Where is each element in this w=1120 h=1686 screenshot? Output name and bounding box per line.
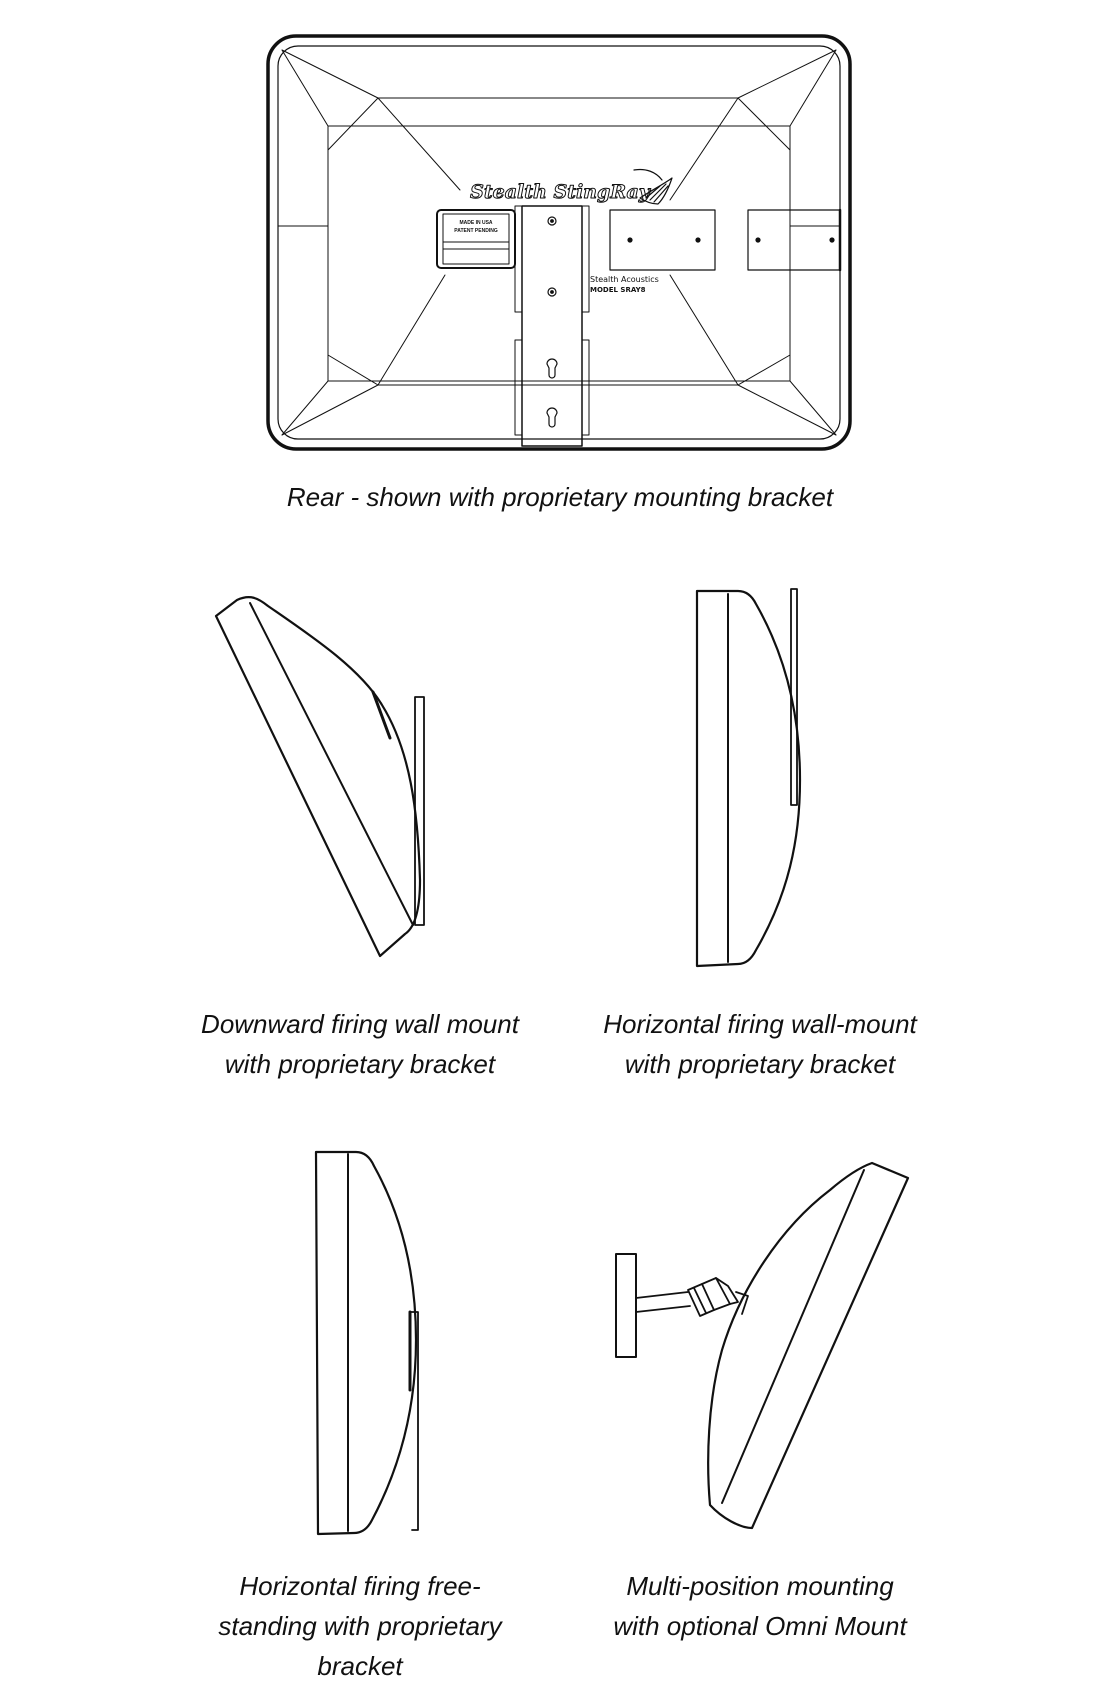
- brand-logo-text: Stealth StingRay: [470, 181, 650, 203]
- keyhole-slot-icon: [547, 359, 557, 378]
- speaker-body-outline: [708, 1163, 908, 1528]
- side-view-horizontal-wall-mount: [697, 589, 800, 966]
- wall-bracket: [791, 589, 797, 805]
- speaker-rear-recess: [328, 126, 790, 381]
- speaker-rear-inner-outline: [278, 46, 840, 439]
- made-in-usa-label: MADE IN USA: [459, 220, 493, 226]
- omni-mount-wall-plate: [616, 1254, 636, 1357]
- speaker-body-outline: [316, 1152, 416, 1534]
- model-number-label: MODEL SRAY8: [590, 286, 646, 294]
- speaker-body-outline: [216, 597, 420, 956]
- mounting-bracket: [515, 206, 589, 446]
- speaker-body-outline: [697, 591, 800, 966]
- patent-pending-label: PATENT PENDING: [454, 228, 498, 234]
- bevel-lines: [278, 50, 840, 435]
- free-standing-caption: Horizontal firing free- standing with proprietary bracket: [218, 1571, 502, 1681]
- bracket-plate-right: [748, 210, 840, 270]
- downward-wall-mount-caption: Downward firing wall mount with proprietary bracket: [201, 1009, 519, 1079]
- side-view-omni-mount: [616, 1163, 908, 1528]
- label-plate: [437, 210, 515, 268]
- rear-view: [268, 36, 850, 449]
- omni-mount-caption: Multi-position mounting with optional Omni Mount: [613, 1571, 907, 1641]
- keyhole-slot-icon: [547, 408, 557, 427]
- model-brand-label: Stealth Acoustics: [590, 275, 659, 284]
- side-view-downward-wall-mount: [216, 597, 424, 956]
- bracket-plate-left: [610, 210, 715, 270]
- side-view-free-standing: [316, 1152, 418, 1534]
- horizontal-wall-mount-caption: Horizontal firing wall-mount with proprietary bracket: [603, 1009, 917, 1079]
- speaker-face-edge: [722, 1170, 864, 1503]
- omni-mount-arm: [636, 1278, 748, 1316]
- rear-view-caption: Rear - shown with proprietary mounting bracket: [286, 482, 834, 512]
